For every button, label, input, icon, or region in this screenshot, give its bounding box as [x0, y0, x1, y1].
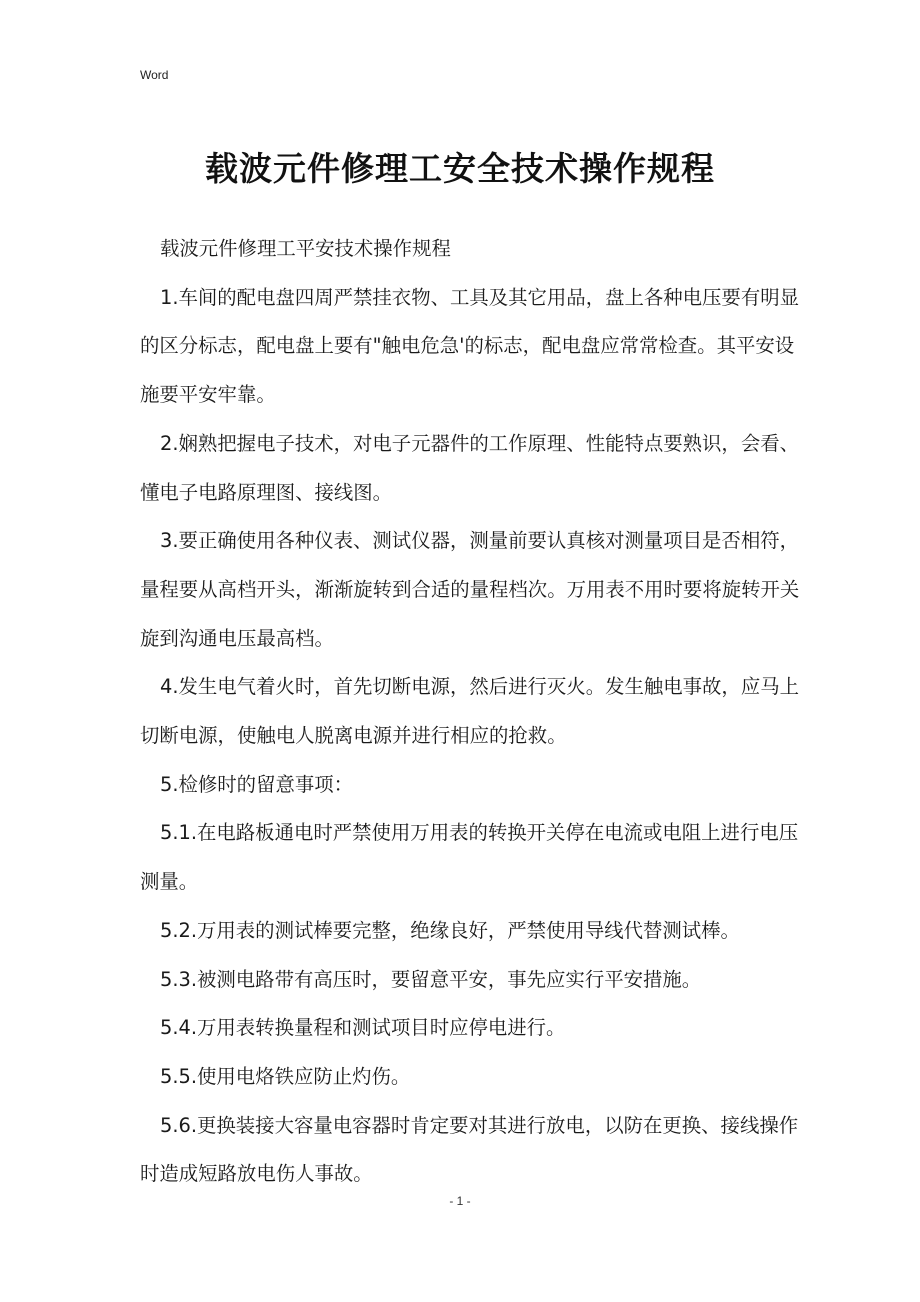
page-number: - 1 -: [449, 1194, 471, 1208]
paragraph-3: 3.要正确使用各种仪表、测试仪器，测量前要认真核对测量项目是否相符，量程要从高档开头，渐渐旋转到合适的量程档次。万用表不用时要将旋转开关旋到沟通电压最高档。: [140, 529, 800, 650]
paragraph-5-4: 5.4.万用表转换量程和测试项目时应停电进行。: [160, 1016, 566, 1040]
paragraph-5-2: 5.2.万用表的测试棒要完整，绝缘良好，严禁使用导线代替测试棒。: [160, 918, 740, 942]
paragraph-1: 1.车间的配电盘四周严禁挂衣物、工具及其它用品，盘上各种电压要有明显的区分标志，配电盘上要有"触电危急'的标志，配电盘应常常检查。其平安设施要平安牢靠。: [140, 285, 799, 407]
document-body: [140, 225, 800, 1199]
paragraph-5: 5.检修时的留意事项：: [160, 772, 354, 796]
paragraph-5-3: 5.3.被测电路带有高压时，要留意平安，事先应实行平安措施。: [160, 967, 702, 991]
paragraph-subtitle: 载波元件修理工平安技术操作规程: [160, 237, 451, 260]
header-label: Word: [140, 68, 169, 82]
paragraph-5-6: 5.6.更换装接大容量电容器时肯定要对其进行放电，以防在更换、接线操作时造成短路放电伤人事故。: [140, 1113, 799, 1186]
paragraph-5-5: 5.5.使用电烙铁应防止灼伤。: [160, 1064, 411, 1088]
document-title: 载波元件修理工安全技术操作规程: [205, 149, 715, 188]
paragraph-5-1: 5.1.在电路板通电时严禁使用万用表的转换开关停在电流或电阻上进行电压测量。: [140, 821, 799, 894]
paragraph-4: 4.发生电气着火时，首先切断电源，然后进行灭火。发生触电事故，应马上切断电源，使触电人脱离电源并进行相应的抢救。: [140, 675, 799, 748]
paragraph-2: 2.娴熟把握电子技术，对电子元器件的工作原理、性能特点要熟识，会看、懂电子电路原理图、接线图。: [140, 431, 799, 504]
